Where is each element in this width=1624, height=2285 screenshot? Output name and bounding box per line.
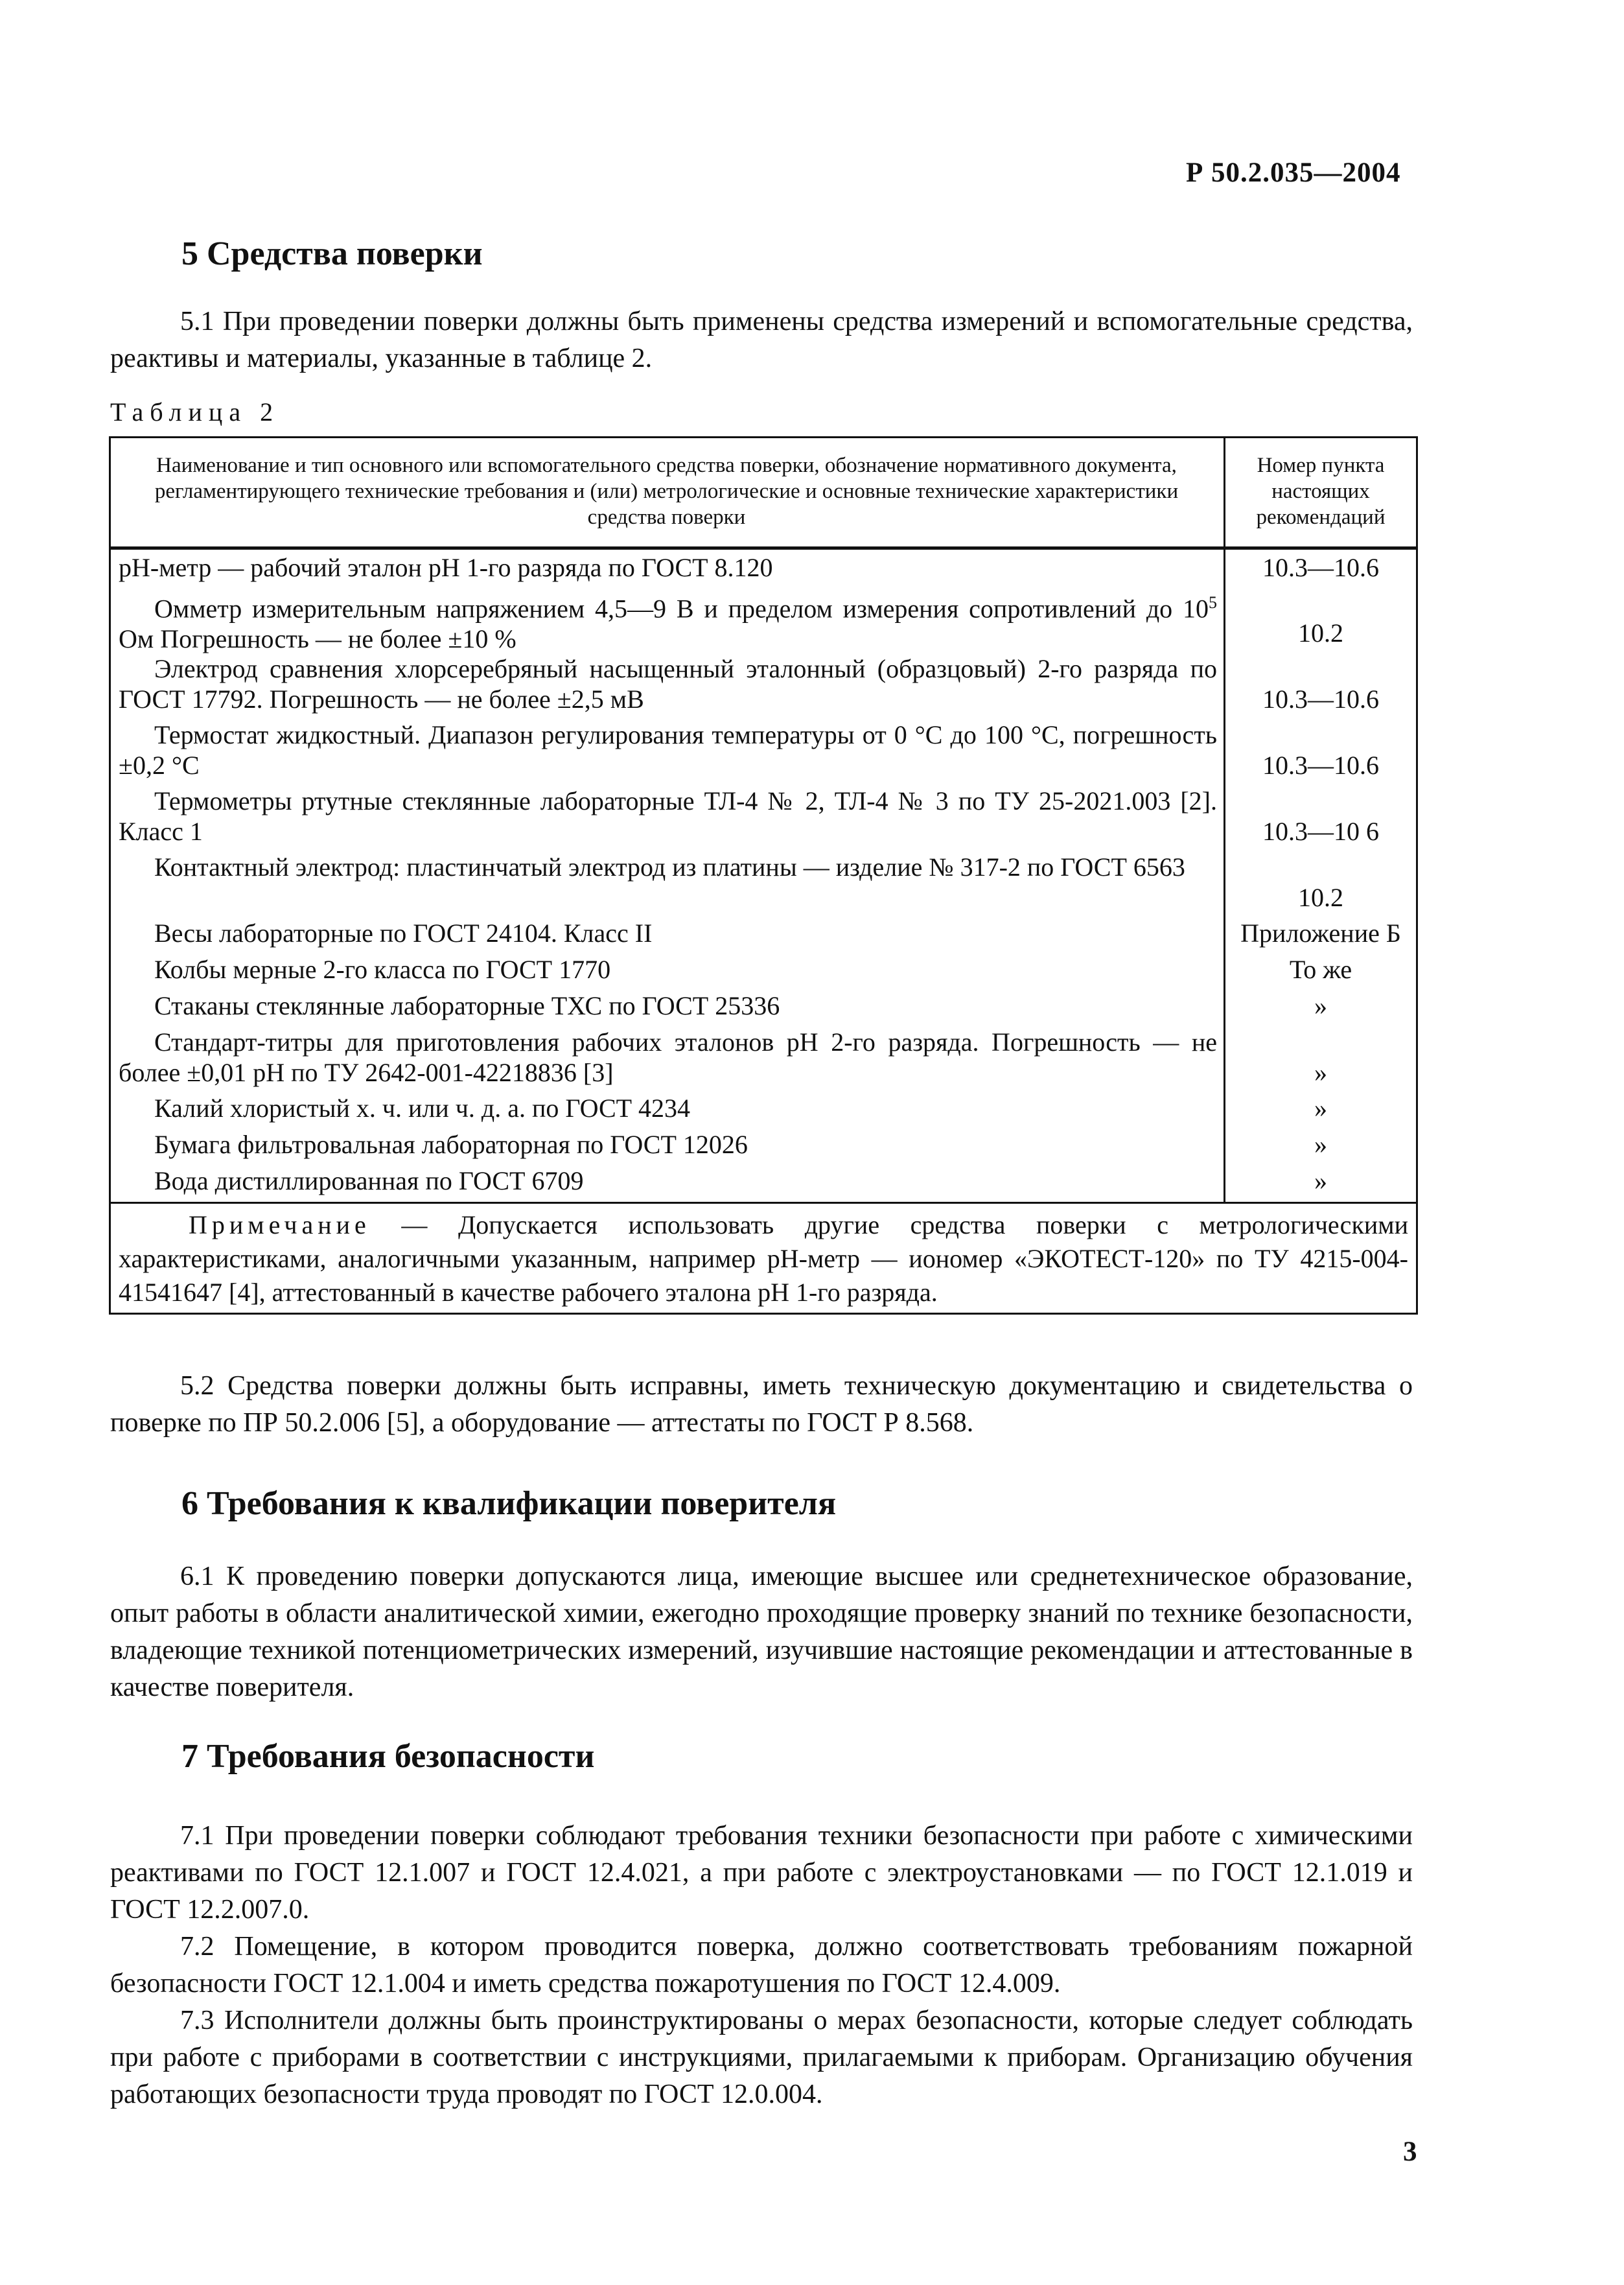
row-description: Колбы мерные 2-го класса по ГОСТ 1770 [154, 955, 611, 984]
row-description: Стандарт-титры для приготовления рабочих эталонов pH 2-го разряда. Погрешность — не более ±0,01 pH по ТУ 2642-001-42218836 [3] [119, 1027, 1217, 1087]
row-reference: 10.3—10 6 [1262, 817, 1379, 846]
section-5-title: 5 Средства поверки [181, 235, 483, 272]
row-description: pH-метр — рабочий эталон pH 1-го разряда по ГОСТ 8.120 [119, 553, 773, 582]
table-header-divider [111, 546, 1416, 550]
table-2 [109, 436, 1418, 1315]
paragraph-5-2: 5.2 Средства поверки должны быть исправны, иметь техническую документацию и свидетельства о поверке по ПР 50.2.006 [5], а оборудование — аттестаты по ГОСТ Р 8.568. [110, 1371, 1413, 1438]
paragraph-5-1: 5.1 При проведении поверки должны быть применены средства измерений и вспомогательные средства, реактивы и материалы, указанные в таблице 2. [110, 307, 1413, 373]
row-reference: 10.3—10.6 [1262, 685, 1379, 714]
row-reference: 10.2 [1298, 618, 1343, 648]
note-label: Примечание [189, 1210, 371, 1239]
row-reference: 10.3—10.6 [1262, 553, 1379, 582]
row-description: Стаканы стеклянные лабораторные ТХС по ГОСТ 25336 [154, 991, 780, 1020]
row-reference: » [1314, 1130, 1327, 1159]
row-reference: » [1314, 1166, 1327, 1195]
table-note [119, 1208, 1408, 1309]
note-text: — Допускается использовать другие средства поверки с метрологическими характеристиками, аналогичными указанным, например pH-метр — иономер «ЭКОТЕСТ-120» по ТУ 4215-004-41541647 [4], аттестованный в качестве рабочего эталона pH 1-го разряда. [119, 1210, 1408, 1307]
row-reference: » [1314, 1058, 1327, 1087]
row-description: Термометры ртутные стеклянные лабораторные ТЛ-4 № 2, ТЛ-4 № 3 по ТУ 25-2021.003 [2]. Класс 1 [119, 786, 1217, 846]
row-reference: Приложение Б [1240, 919, 1401, 948]
paragraph-7-3: 7.3 Исполнители должны быть проинструктированы о мерах безопасности, которые следует соблюдать при работе с приборами в соответствии с инструкциями, прилагаемыми к приборам. Организацию обучения работающих безопасности труда проводят по ГОСТ 12.0.004. [110, 2006, 1413, 2109]
row-description: Электрод сравнения хлорсеребряный насыщенный эталонный (образцовый) 2-го разряда по ГОСТ 17792. Погрешность — не более ±2,5 мВ [119, 654, 1217, 714]
row-reference: То же [1289, 955, 1352, 984]
table-header-reference: Номер пункта настоящих рекомендаций [1256, 454, 1386, 529]
table-caption: Таблица 2 [110, 397, 280, 427]
row-description: Калий хлористый х. ч. или ч. д. а. по ГОСТ 4234 [154, 1094, 691, 1123]
page-number: 3 [1403, 2137, 1417, 2167]
section-6-title: 6 Требования к квалификации поверителя [181, 1485, 837, 1522]
table-header-description: Наименование и тип основного или вспомогательного средства поверки, обозначение нормативного документа, регламентирующего технические требования и (или) метрологические и основные технические характеристики средства поверки [154, 454, 1179, 529]
row-description: Вода дистиллированная по ГОСТ 6709 [154, 1166, 584, 1195]
document-code: Р 50.2.035—2004 [1186, 158, 1401, 188]
section-7-title: 7 Требования безопасности [181, 1738, 595, 1775]
row-description: Контактный электрод: пластинчатый электрод из платины — изделие № 317-2 по ГОСТ 6563 [154, 852, 1185, 882]
row-description: Термостат жидкостный. Диапазон регулирования температуры от 0 °С до 100 °С, погрешность ±0,2 °С [119, 720, 1217, 780]
row-description: Омметр измерительным напряжением 4,5—9 В и пределом измерения сопротивлений до $10^5$ Ом Погрешность — не более ±10 % [119, 593, 1217, 654]
row-reference: » [1314, 1094, 1327, 1123]
row-reference: 10.2 [1298, 883, 1343, 912]
paragraph-7-1: 7.1 При проведении поверки соблюдают требования техники безопасности при работе с химическими реактивами по ГОСТ 12.1.007 и ГОСТ 12.4.021, а при работе с электроустановками — по ГОСТ 12.1.019 и ГОСТ 12.2.007.0. [110, 1821, 1413, 1925]
paragraph-7-2: 7.2 Помещение, в котором проводится поверка, должно соответствовать требованиям пожарной безопасности ГОСТ 12.1.004 и иметь средства пожаротушения по ГОСТ 12.4.009. [110, 1932, 1413, 1998]
table-note-divider [111, 1202, 1416, 1204]
row-reference: » [1314, 991, 1327, 1020]
row-description: Весы лабораторные по ГОСТ 24104. Класс II [154, 919, 653, 948]
row-reference: 10.3—10.6 [1262, 751, 1379, 780]
row-description: Бумага фильтровальная лабораторная по ГОСТ 12026 [154, 1130, 748, 1159]
table-column-divider [1224, 438, 1225, 1203]
paragraph-6-1: 6.1 К проведению поверки допускаются лица, имеющие высшее или среднетехническое образование, опыт работы в области аналитической химии, ежегодно проходящие проверку знаний по технике безопасности, владеющие техникой потенциометрических измерений, изучившие настоящие рекомендации и аттестованные в качестве поверителя. [110, 1562, 1413, 1702]
